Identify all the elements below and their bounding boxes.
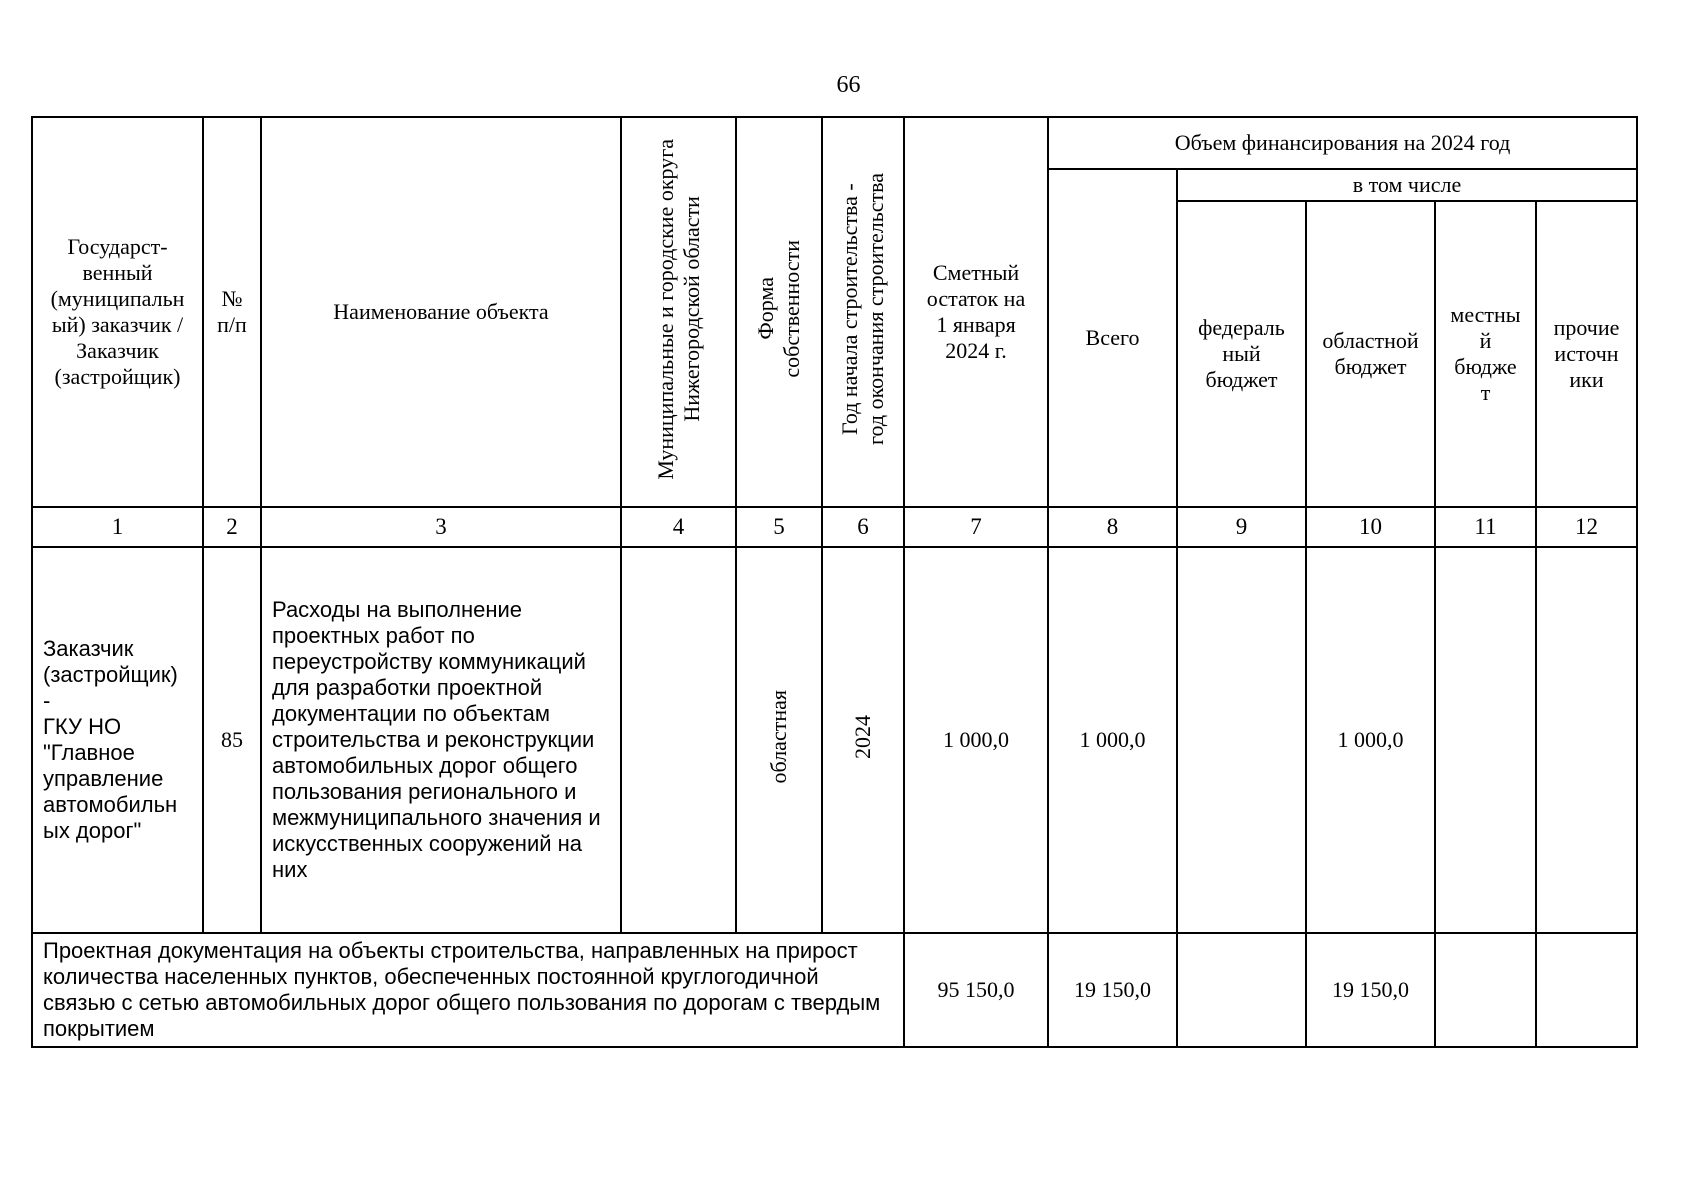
row-object-name: Расходы на выполнение проектных работ по переустройству коммуникаций для разработки проектной документации по объектам строительства и реконструкции автомобильных дорог общего пользования регионального и межмуниципального значения и искусственных сооружений на них bbox=[261, 547, 621, 933]
row-total: 1 000,0 bbox=[1048, 547, 1177, 933]
column-number: 4 bbox=[621, 507, 736, 547]
summary-total: 19 150,0 bbox=[1048, 933, 1177, 1047]
header-financing: Объем финансирования на 2024 год bbox=[1048, 117, 1637, 169]
row-years: 2024 bbox=[822, 547, 904, 933]
column-number: 11 bbox=[1435, 507, 1536, 547]
row-ownership: областная bbox=[736, 547, 822, 933]
row-federal bbox=[1177, 547, 1306, 933]
column-number: 8 bbox=[1048, 507, 1177, 547]
page-number: 66 bbox=[836, 72, 861, 98]
header-total: Всего bbox=[1048, 169, 1177, 507]
financing-table bbox=[31, 116, 1638, 1048]
header-ownership: Форма собственности bbox=[736, 117, 822, 507]
row-municipal bbox=[621, 547, 736, 933]
summary-regional: 19 150,0 bbox=[1306, 933, 1435, 1047]
table-row bbox=[32, 547, 1637, 933]
header-years: Год начала строительства - год окончания строительства bbox=[822, 117, 904, 507]
column-number: 12 bbox=[1536, 507, 1637, 547]
summary-balance: 95 150,0 bbox=[904, 933, 1048, 1047]
column-number: 1 bbox=[32, 507, 203, 547]
header-number: № п/п bbox=[203, 117, 261, 507]
column-number: 5 bbox=[736, 507, 822, 547]
header-municipal: Муниципальные и городские округа Нижегородской области bbox=[621, 117, 736, 507]
row-other bbox=[1536, 547, 1637, 933]
summary-local bbox=[1435, 933, 1536, 1047]
row-number: 85 bbox=[203, 547, 261, 933]
header-customer: Государст- венный (муниципальн ый) заказчик / Заказчик (застройщик) bbox=[32, 117, 203, 507]
row-regional: 1 000,0 bbox=[1306, 547, 1435, 933]
header-including: в том числе bbox=[1177, 169, 1637, 201]
column-number: 9 bbox=[1177, 507, 1306, 547]
column-number: 6 bbox=[822, 507, 904, 547]
column-numbers-row bbox=[32, 507, 1637, 547]
summary-row bbox=[32, 933, 1637, 1047]
column-number: 10 bbox=[1306, 507, 1435, 547]
header-balance: Сметный остаток на 1 января 2024 г. bbox=[904, 117, 1048, 507]
column-number: 3 bbox=[261, 507, 621, 547]
header-regional: областной бюджет bbox=[1306, 201, 1435, 507]
header-federal: федераль ный бюджет bbox=[1177, 201, 1306, 507]
summary-other bbox=[1536, 933, 1637, 1047]
column-number: 2 bbox=[203, 507, 261, 547]
row-customer: Заказчик (застройщик) - ГКУ НО "Главное управление автомобильн ых дорог" bbox=[32, 547, 203, 933]
header-object-name: Наименование объекта bbox=[261, 117, 621, 507]
summary-federal bbox=[1177, 933, 1306, 1047]
summary-label: Проектная документация на объекты строительства, направленных на прирост количества населенных пунктов, обеспеченных постоянной круглогодичной связью с сетью автомобильных дорог общего пользования по дорогам с твердым покрытием bbox=[32, 933, 904, 1047]
header-local: местны й бюдже т bbox=[1435, 201, 1536, 507]
row-balance: 1 000,0 bbox=[904, 547, 1048, 933]
header-other: прочие источн ики bbox=[1536, 201, 1637, 507]
column-number: 7 bbox=[904, 507, 1048, 547]
row-local bbox=[1435, 547, 1536, 933]
